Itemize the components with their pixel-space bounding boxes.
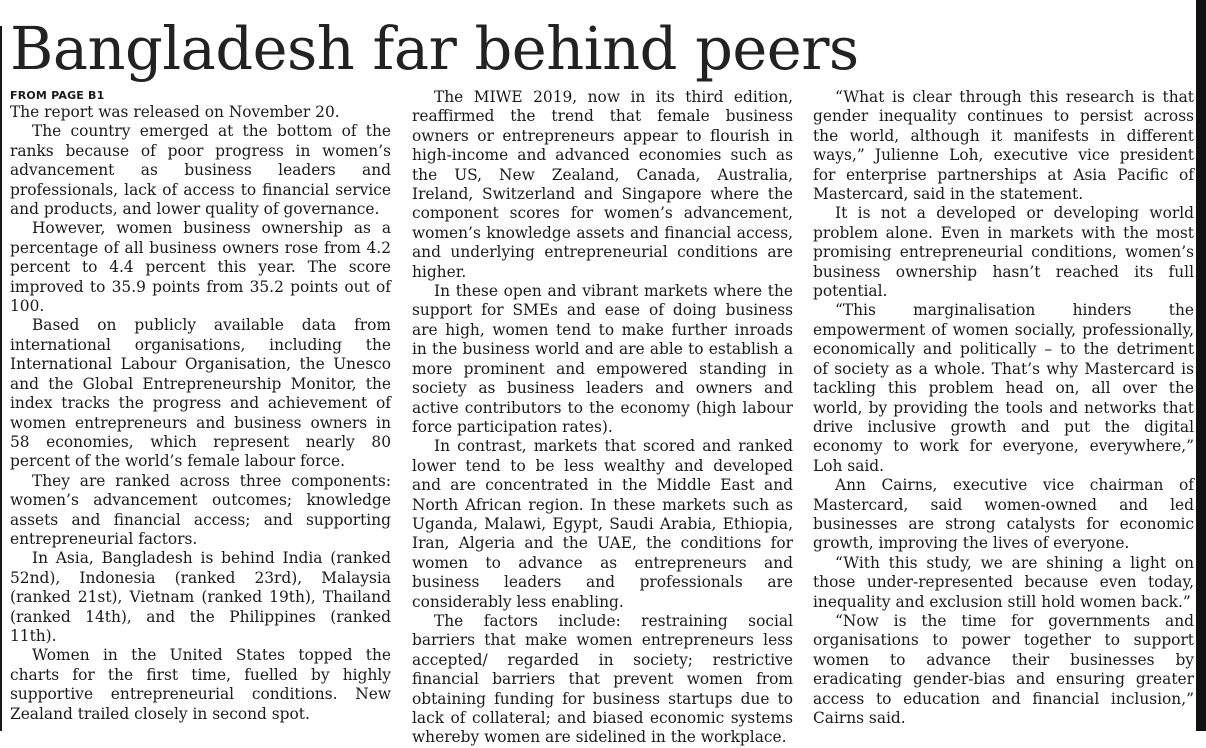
paragraph: “Now is the time for governments and organisations to power together to support women to advance their businesses by eradicating gender-bias and ensuring greater access to education and financial inclusion,” Cairns said. bbox=[813, 611, 1194, 727]
article-column-2 bbox=[412, 88, 793, 747]
headline: Bangladesh far behind peers bbox=[10, 14, 859, 83]
paragraph: However, women business ownership as a percentage of all business owners rose from 4.2 percent to 4.4 percent this year. The score improved to 35.9 points from 35.2 points out of 100. bbox=[10, 219, 391, 316]
paragraph: Ann Cairns, executive vice chairman of Mastercard, said women-owned and led businesses are strong catalysts for economic growth, improving the lives of everyone. bbox=[813, 476, 1194, 553]
article-column-1 bbox=[10, 88, 391, 731]
paragraph: They are ranked across three components: women’s advancement outcomes; knowledge assets and financial access; and supporting entrepreneurial factors. bbox=[10, 471, 391, 548]
article-column-3 bbox=[813, 88, 1194, 731]
paragraph: The MIWE 2019, now in its third edition, reaffirmed the trend that female business owners or entrepreneurs appear to flourish in high-income and advanced economies such as the US, New Zealand, Canada, Australia, Ireland, Switzerland and Singapore where the component scores for women’s advancement, women’s knowledge assets and financial access, and underlying entrepreneurial conditions are higher. bbox=[412, 88, 793, 281]
paragraph: It is not a developed or developing world problem alone. Even in markets with the most promising entrepreneurial conditions, women’s business ownership hasn’t reached its full potential. bbox=[813, 204, 1194, 301]
paragraph: In these open and vibrant markets where the support for SMEs and ease of doing business are high, women tend to make further inroads in the business world and are able to establish a more prominent and empowered standing in society as business leaders and owners and active contributors to the economy (high labour force participation rates). bbox=[412, 282, 793, 436]
paragraph: “What is clear through this research is that gender inequality continues to persist across the world, although it manifests in different ways,” Julienne Loh, executive vice president for enterprise partnerships at Asia Pacific of Mastercard, said in the statement. bbox=[813, 88, 1194, 204]
paragraph: Women in the United States topped the charts for the first time, fuelled by highly supportive entrepreneurial conditions. New Zealand trailed closely in second spot. bbox=[10, 646, 391, 723]
paragraph: The report was released on November 20. bbox=[10, 103, 340, 121]
column-rule-left bbox=[0, 26, 2, 731]
paragraph: “This marginalisation hinders the empowerment of women socially, professionally, economically and politically – to the detriment of society as a whole. That’s why Mastercard is tackling this problem head on, all over the world, by providing the tools and networks that drive inclusive growth and put the digital economy to work for everyone, everywhere,” Loh said. bbox=[813, 301, 1194, 475]
paragraph: In contrast, markets that scored and ranked lower tend to be less wealthy and developed and are concentrated in the Middle East and North African region. In these markets such as Uganda, Malawi, Egypt, Saudi Arabia, Ethiopia, Iran, Algeria and the UAE, the conditions for women to advance as entrepreneurs and business leaders and professionals are considerably less enabling. bbox=[412, 437, 793, 611]
kicker-from-page: FROM PAGE B1 bbox=[10, 89, 105, 102]
page-edge-bar bbox=[1196, 0, 1206, 731]
paragraph: In Asia, Bangladesh is behind India (ranked 52nd), Indonesia (ranked 23rd), Malaysia (ranked 21st), Vietnam (ranked 19th), Thailand (ranked 14th), and the Philippines (ranked 11th). bbox=[10, 549, 391, 645]
paragraph: “With this study, we are shining a light on those under-represented because even today, inequality and exclusion still hold women back.” bbox=[813, 553, 1194, 611]
paragraph: The country emerged at the bottom of the ranks because of poor progress in women’s advancement as business leaders and professionals, lack of access to financial service and products, and lower quality of governance. bbox=[10, 122, 391, 219]
paragraph: Based on publicly available data from international organisations, including the International Labour Organisation, the Unesco and the Global Entrepreneurship Monitor, the index tracks the progress and achievement of women entrepreneurs and business owners in 58 economies, which represent nearly 80 percent of the world’s female labour force. bbox=[10, 316, 391, 471]
paragraph: The factors include: restraining social barriers that make women entrepreneurs less accepted/ regarded in society; restrictive financial barriers that prevent women from obtaining funding for business startups due to lack of collateral; and biased economic systems whereby women are sidelined in the workplace. bbox=[412, 611, 793, 747]
